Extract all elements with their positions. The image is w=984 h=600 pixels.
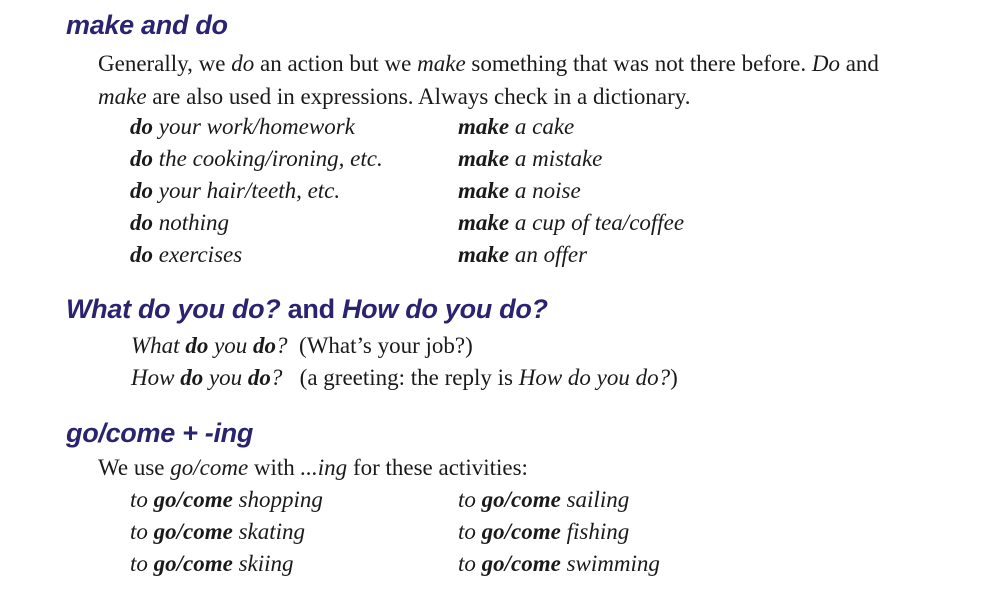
gloss-italic: How do you do? (518, 365, 671, 390)
expression-text: a cup of tea/coffee (509, 210, 685, 235)
expression-text: nothing (153, 210, 230, 235)
text: We use (98, 455, 171, 480)
example-what-do-you-do (131, 330, 473, 362)
text: Generally, we (98, 51, 232, 76)
keyword: go/come (481, 519, 561, 544)
text: What (131, 333, 186, 358)
activity-text: swimming (560, 551, 660, 576)
heading-part: and (280, 294, 342, 324)
text: ) (670, 365, 678, 390)
activity-text: skiing (232, 551, 294, 576)
keyword: do (130, 242, 153, 267)
activity-text: fishing (560, 519, 630, 544)
expression-text: the cooking/ironing, etc. (153, 146, 383, 171)
text: are also used in expressions. Always check in a dictionary. (146, 84, 691, 109)
text: to (130, 519, 154, 544)
example-how-do-you-do (131, 362, 678, 394)
expression-text: a cake (509, 114, 575, 139)
text: to (130, 487, 154, 512)
go-come-expression (130, 484, 323, 516)
text: and (839, 51, 879, 76)
text: for these activities: (347, 455, 528, 480)
do-expression (130, 175, 340, 207)
text: to (458, 519, 482, 544)
keyword: do (130, 178, 153, 203)
go-come-expression (458, 548, 660, 580)
keyword: make (458, 114, 510, 139)
keyword: do (180, 365, 204, 390)
do-expression (130, 111, 355, 143)
do-expression (130, 207, 229, 239)
text: ? (270, 365, 283, 390)
expression-text: your work/homework (153, 114, 355, 139)
make-expression (458, 111, 574, 143)
keyword: do (247, 365, 271, 390)
text: go/come (170, 455, 249, 480)
expression-text: a mistake (509, 146, 603, 171)
do-expression (130, 143, 383, 175)
text: you (203, 365, 248, 390)
go-come-expression (458, 484, 629, 516)
keyword: go/come (153, 551, 233, 576)
expression-text: your hair/teeth, etc. (153, 178, 341, 203)
section-heading-what-do-you-do (66, 294, 548, 325)
expression-text: a noise (509, 178, 581, 203)
text: How (131, 365, 181, 390)
text: do (231, 51, 255, 76)
expression-text: exercises (153, 242, 243, 267)
activity-text: skating (232, 519, 306, 544)
text: you (208, 333, 254, 358)
make-expression (458, 175, 581, 207)
text: ? (276, 333, 288, 358)
go-come-intro (98, 452, 528, 484)
keyword: go/come (153, 487, 233, 512)
gloss: (What’s your job?) (287, 333, 473, 358)
text: to (130, 551, 154, 576)
intro-paragraph-line-1 (98, 47, 879, 80)
intro-paragraph-line-2 (98, 80, 691, 113)
heading-part: What do you do? (66, 294, 281, 324)
keyword: do (130, 114, 153, 139)
heading-part: How do you do? (341, 294, 548, 324)
keyword: do (253, 333, 277, 358)
keyword: go/come (481, 551, 561, 576)
activity-text: sailing (560, 487, 630, 512)
make-expression (458, 207, 684, 239)
text: make (417, 51, 466, 76)
keyword: make (458, 146, 510, 171)
go-come-expression (130, 548, 294, 580)
keyword: make (458, 210, 510, 235)
keyword: go/come (153, 519, 233, 544)
text: something that was not there before. (465, 51, 812, 76)
text: to (458, 551, 482, 576)
keyword: make (458, 242, 510, 267)
make-expression (458, 239, 587, 271)
go-come-expression (458, 516, 629, 548)
do-expression (130, 239, 242, 271)
keyword: go/come (481, 487, 561, 512)
section-heading-make-and-do: make and do (66, 10, 228, 40)
keyword: do (130, 146, 153, 171)
keyword: do (185, 333, 209, 358)
text: Do (811, 51, 840, 76)
expression-text: an offer (509, 242, 588, 267)
go-come-expression (130, 516, 305, 548)
text: with (248, 455, 301, 480)
keyword: make (458, 178, 510, 203)
activity-text: shopping (232, 487, 323, 512)
section-heading-go-come-ing: go/come + -ing (66, 418, 254, 448)
gloss: (a greeting: the reply is (282, 365, 519, 390)
text: ...ing (300, 455, 348, 480)
make-expression (458, 143, 602, 175)
text: make (98, 84, 147, 109)
text: an action but we (254, 51, 418, 76)
keyword: do (130, 210, 153, 235)
text: to (458, 487, 482, 512)
